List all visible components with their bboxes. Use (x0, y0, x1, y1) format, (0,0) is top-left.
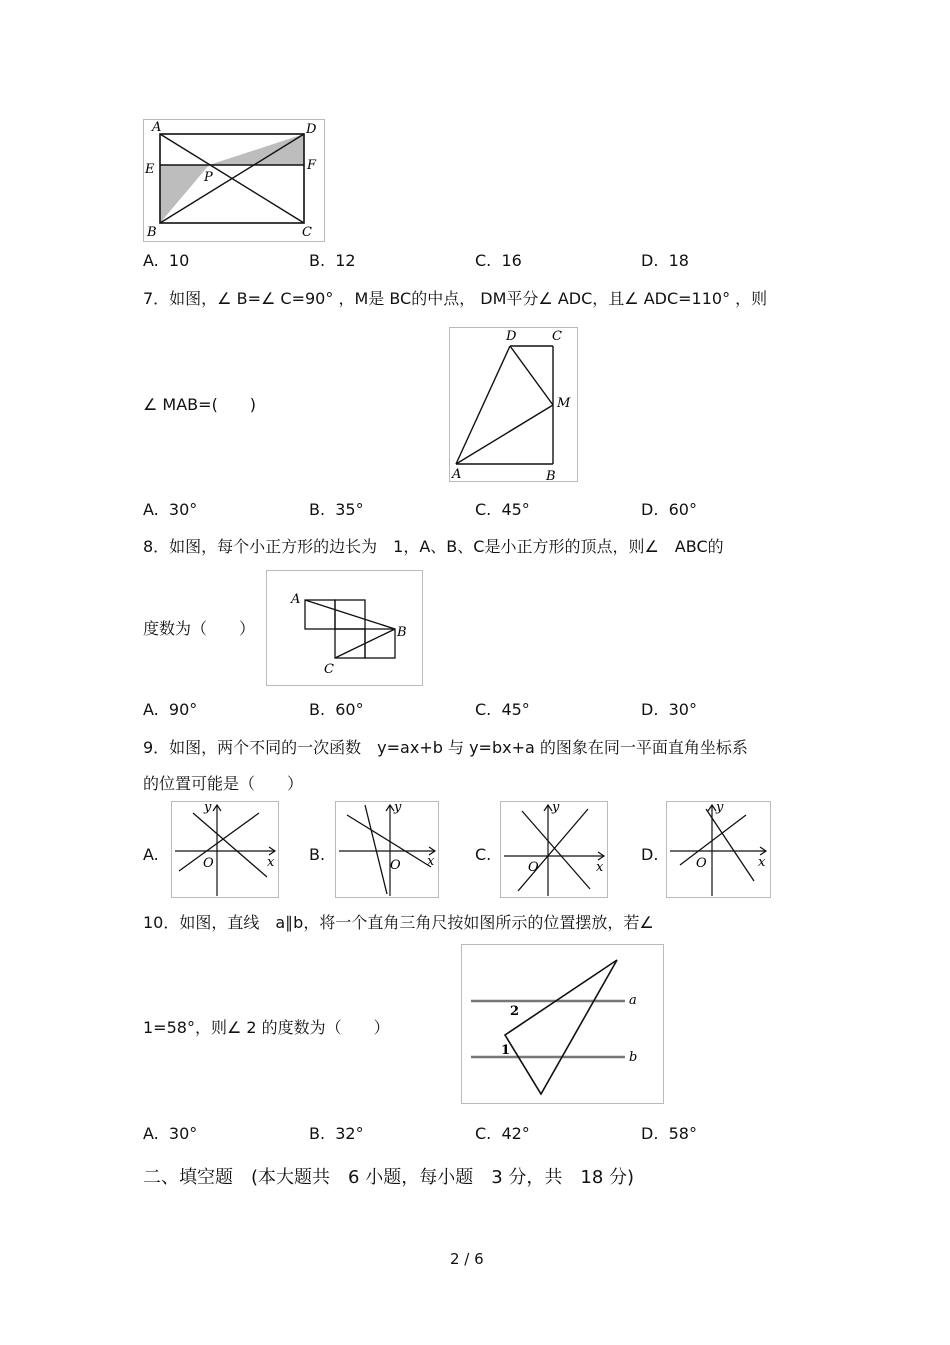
q9b-y-label: y (394, 801, 402, 815)
q10-question-line2: 1=58°，则∠ 2 的度数为（ ） (143, 1018, 390, 1037)
q7-label-b: B (546, 469, 556, 482)
q7-label-m: M (557, 396, 571, 411)
q9-question-line2: 的位置可能是（ ） (143, 774, 304, 793)
q8-figure (266, 570, 423, 686)
q9c-origin-label: O (528, 860, 539, 875)
q9b-origin-label: O (390, 858, 401, 873)
q10-label-b: b (629, 1050, 638, 1065)
q6-label-b: B (147, 225, 157, 240)
q6-label-p: P (204, 170, 213, 185)
q8-label-b: B (397, 625, 407, 640)
q6-option-d[interactable]: D. 18 (641, 251, 689, 270)
q7-question-line1: 7．如图，∠ B=∠ C=90° ，M是 BC的中点， DM平分∠ ADC，且∠ ADC=110° ，则 (143, 289, 768, 308)
q8-label-c: C (324, 662, 334, 677)
q10-option-c[interactable]: C. 42° (475, 1124, 530, 1143)
q8-label-a: A (291, 592, 301, 607)
q6-option-a[interactable]: A. 10 (143, 251, 190, 270)
q9a-origin-label: O (203, 856, 214, 871)
q9-graph-a[interactable] (171, 801, 279, 898)
q9c-y-label: y (552, 801, 560, 815)
q6-figure (143, 119, 325, 242)
q9a-y-label: y (204, 801, 212, 815)
q6-label-c: C (302, 225, 312, 240)
q10-option-b[interactable]: B. 32° (309, 1124, 364, 1143)
q7-label-d: D (506, 329, 517, 344)
q9-option-c[interactable]: C. (475, 845, 492, 864)
page-number: 2 / 6 (450, 1250, 484, 1268)
q9-option-d[interactable]: D. (641, 845, 659, 864)
q9-question-line1: 9．如图，两个不同的一次函数 y=ax+b 与 y=bx+a 的图象在同一平面直角坐标系 (143, 738, 748, 757)
q10-question-line1: 10．如图，直线 a∥b，将一个直角三角尺按如图所示的位置摆放，若∠ (143, 913, 654, 932)
q10-label-a: a (629, 993, 637, 1008)
q6-label-a: A (152, 120, 162, 135)
q6-option-c[interactable]: C. 16 (475, 251, 522, 270)
q9c-x-label: x (596, 860, 604, 875)
section-2-title: 二、填空题 (本大题共 6 小题，每小题 3 分，共 18 分) (143, 1167, 635, 1188)
q9-graph-b[interactable] (335, 801, 439, 898)
q8-option-b[interactable]: B. 60° (309, 700, 364, 719)
q7-question-line2: ∠ MAB=( ) (143, 395, 257, 414)
q6-label-d: D (306, 122, 317, 137)
q10-option-a[interactable]: A. 30° (143, 1124, 198, 1143)
q9d-origin-label: O (696, 856, 707, 871)
q9d-x-label: x (758, 855, 766, 870)
q7-option-d[interactable]: D. 60° (641, 500, 697, 519)
q9a-x-label: x (267, 855, 275, 870)
q8-question-line2: 度数为（ ） (143, 619, 256, 638)
q7-label-a: A (452, 467, 462, 482)
q8-question-line1: 8．如图，每个小正方形的边长为 1，A、B、C是小正方形的顶点，则∠ ABC的 (143, 537, 724, 556)
q7-label-c: C (552, 329, 562, 344)
q9b-x-label: x (427, 854, 435, 869)
q6-label-e: E (145, 162, 155, 177)
q10-option-d[interactable]: D. 58° (641, 1124, 697, 1143)
q10-figure (461, 944, 664, 1104)
q7-option-a[interactable]: A. 30° (143, 500, 198, 519)
q9-graph-d[interactable] (666, 801, 771, 898)
q8-option-d[interactable]: D. 30° (641, 700, 697, 719)
q9-option-a[interactable]: A. (143, 845, 159, 864)
q8-option-a[interactable]: A. 90° (143, 700, 198, 719)
q8-option-c[interactable]: C. 45° (475, 700, 530, 719)
q9d-y-label: y (716, 801, 724, 815)
q7-option-b[interactable]: B. 35° (309, 500, 364, 519)
q10-label-2: 2 (510, 1004, 520, 1019)
q10-label-1: 1 (501, 1043, 511, 1058)
q7-option-c[interactable]: C. 45° (475, 500, 530, 519)
q6-option-b[interactable]: B. 12 (309, 251, 356, 270)
q6-label-f: F (307, 158, 317, 173)
q9-option-b[interactable]: B. (309, 845, 326, 864)
q9-graph-c[interactable] (500, 801, 608, 898)
q7-figure (449, 327, 578, 482)
